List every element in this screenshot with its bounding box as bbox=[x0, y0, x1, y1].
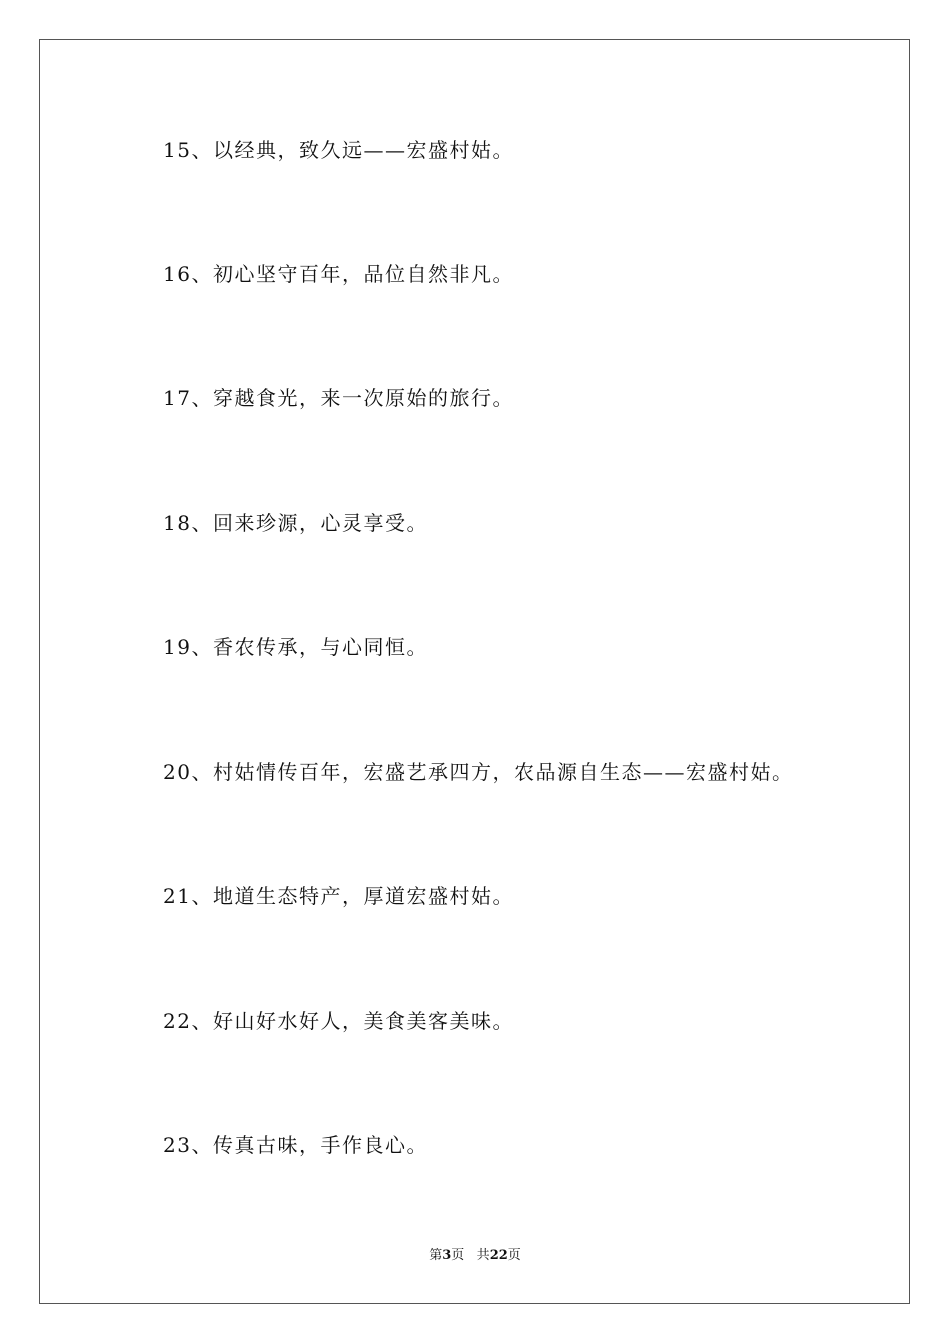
footer-total-pages: 22 bbox=[489, 1248, 508, 1263]
slogan-line-17: 17、穿越食光，来一次原始的旅行。 bbox=[163, 386, 514, 410]
slogan-line-23: 23、传真古味，手作良心。 bbox=[163, 1133, 428, 1157]
slogan-line-22: 22、好山好水好人，美食美客美味。 bbox=[163, 1009, 514, 1033]
footer-page-number: 3 bbox=[442, 1248, 452, 1263]
slogan-line-19: 19、香农传承，与心同恒。 bbox=[163, 635, 428, 659]
slogan-line-16: 16、初心坚守百年，品位自然非凡。 bbox=[163, 262, 514, 286]
slogan-line-15: 15、以经典，致久远——宏盛村姑。 bbox=[163, 138, 514, 162]
footer-total-suffix: 页 bbox=[507, 1248, 521, 1263]
page-footer bbox=[0, 1248, 950, 1264]
slogan-line-20: 20、村姑情传百年，宏盛艺承四方，农品源自生态——宏盛村姑。 bbox=[163, 760, 794, 784]
footer-total-prefix: 共 bbox=[476, 1248, 490, 1263]
slogan-line-21: 21、地道生态特产，厚道宏盛村姑。 bbox=[163, 884, 514, 908]
footer-page-prefix: 第 bbox=[429, 1248, 443, 1263]
page-border bbox=[39, 39, 910, 1304]
slogan-line-18: 18、回来珍源，心灵享受。 bbox=[163, 511, 428, 535]
footer-page-suffix: 页 bbox=[451, 1248, 465, 1263]
